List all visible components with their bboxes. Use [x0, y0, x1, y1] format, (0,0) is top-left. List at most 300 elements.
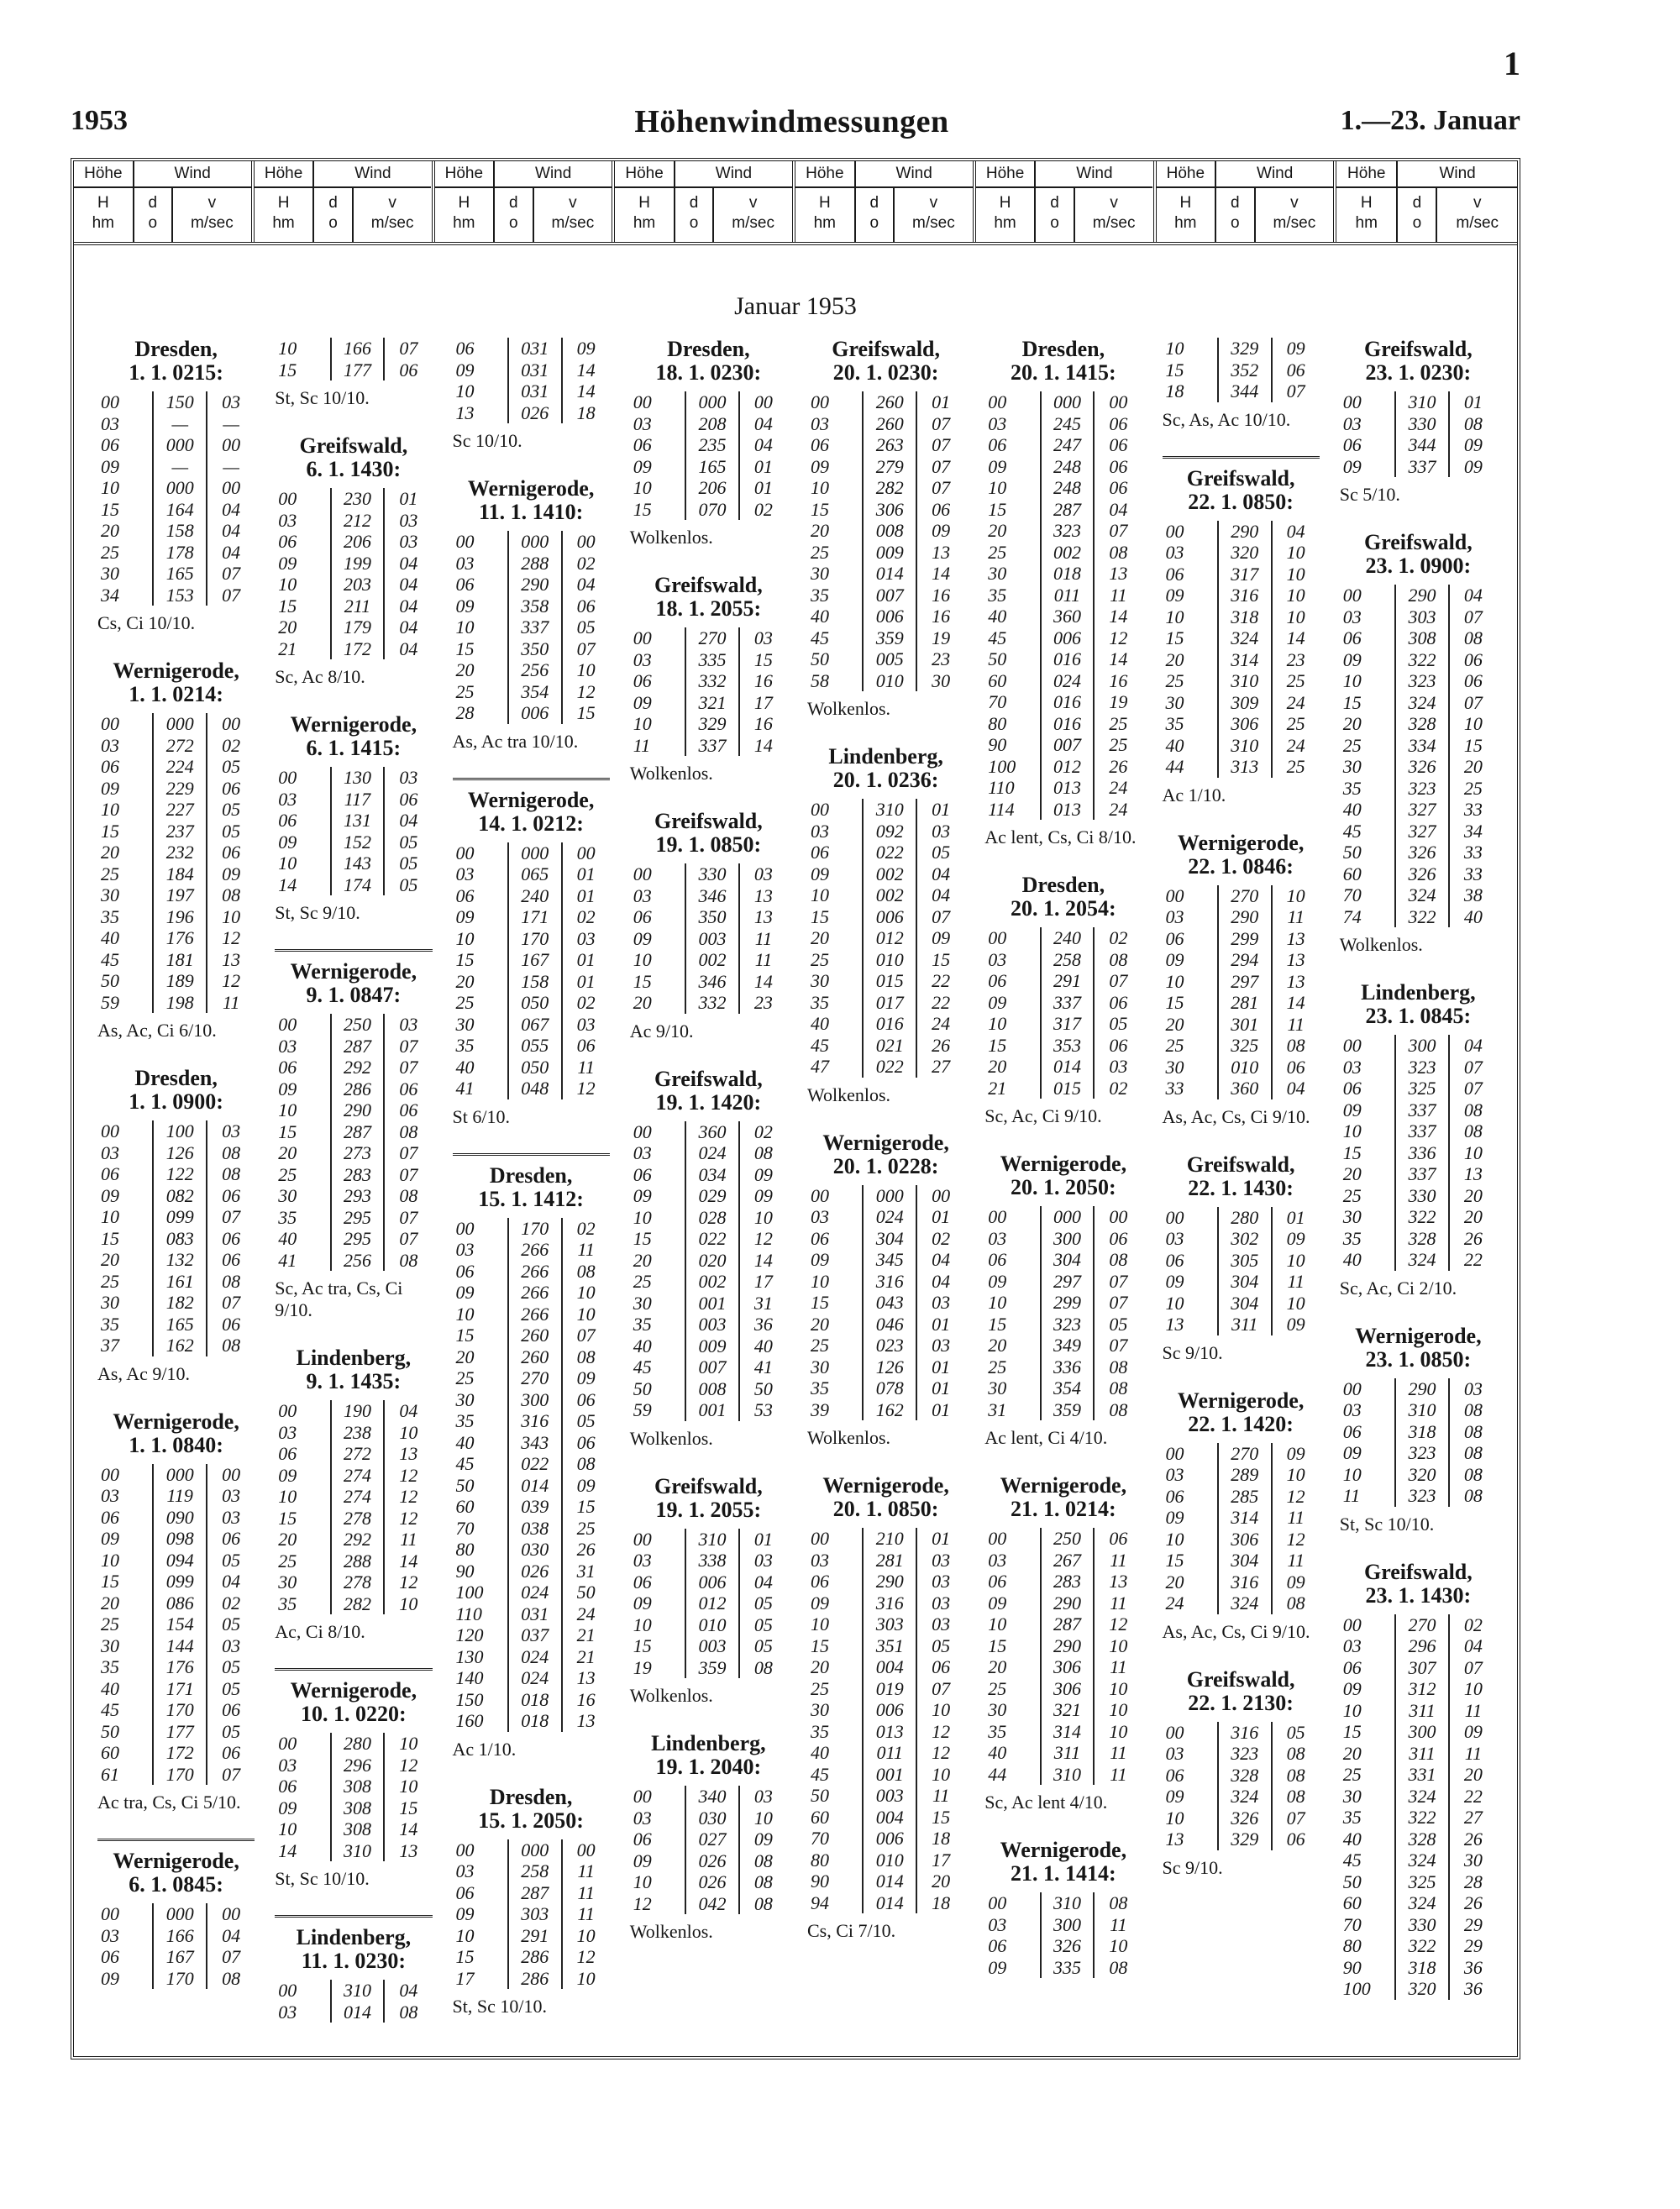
direction-deg: 325: [1396, 1871, 1450, 1893]
height-hm: 30: [453, 1014, 509, 1036]
table-row: [453, 1218, 610, 1240]
table-row: [630, 1529, 787, 1550]
speed-msec: 04: [753, 1571, 773, 1592]
speed-msec: 04: [222, 1924, 241, 1946]
speed-msec: 01: [1286, 1206, 1305, 1228]
direction-deg: 283: [1042, 1571, 1095, 1592]
station-date: 22. 1. 1420:: [1188, 1411, 1294, 1436]
table-row: [630, 499, 787, 521]
header-unit-text: d: [509, 194, 518, 212]
height-hm: 09: [275, 832, 331, 853]
height-hm: 28: [453, 702, 509, 724]
height-hm: 59: [97, 992, 154, 1014]
height-hm: 90: [807, 1871, 864, 1892]
header-unit-text: o: [509, 214, 518, 232]
table-row: [453, 659, 610, 681]
direction-deg: 307: [1396, 1657, 1450, 1679]
speed-msec: 02: [576, 906, 596, 927]
direction-deg: 016: [864, 1013, 917, 1035]
direction-deg: 029: [686, 1185, 740, 1207]
direction-deg: 282: [332, 1593, 386, 1615]
speed-msec: 07: [576, 638, 596, 659]
speed-msec: 29: [1463, 1935, 1483, 1956]
direction-deg: 004: [864, 1807, 917, 1829]
height-hm: 25: [984, 1678, 1041, 1700]
speed-msec: 03: [753, 1786, 773, 1807]
speed-msec: 07: [1463, 1078, 1483, 1099]
direction-deg: 358: [509, 596, 563, 617]
height-hm: 34: [97, 585, 154, 606]
speed-msec: 08: [222, 1163, 241, 1184]
table-row: [453, 842, 610, 864]
table-row: [984, 648, 1142, 670]
speed-msec: 20: [1463, 1184, 1483, 1206]
station-block: [275, 1346, 432, 1643]
speed-msec: 07: [399, 1057, 418, 1078]
height-hm: 31: [984, 1399, 1041, 1421]
table-row: [984, 563, 1142, 585]
table-row: [453, 1453, 610, 1475]
table-row: [97, 1335, 255, 1356]
speed-msec: 18: [932, 1828, 951, 1849]
direction-deg: 322: [1396, 649, 1450, 671]
height-hm: 25: [97, 863, 154, 885]
height-hm: 15: [630, 499, 686, 521]
direction-deg: 024: [1042, 670, 1095, 692]
station-name: Wernigerode,: [467, 476, 595, 501]
table-row: [984, 1206, 1142, 1228]
table-row: [984, 927, 1142, 949]
table-row: [984, 691, 1142, 713]
header-unit-text: hm: [813, 214, 837, 232]
direction-deg: 014: [509, 1475, 563, 1497]
height-hm: 00: [984, 927, 1041, 949]
speed-msec: 27: [932, 1056, 951, 1077]
table-row: [1340, 1120, 1497, 1142]
speed-msec: 11: [1110, 1742, 1127, 1763]
height-hm: 10: [984, 477, 1041, 499]
table-row: [807, 863, 964, 885]
direction-deg: 350: [509, 638, 563, 660]
direction-deg: 153: [154, 585, 207, 606]
height-hm: 15: [807, 499, 864, 521]
speed-msec: 08: [399, 2001, 418, 2023]
direction-deg: 281: [864, 1550, 917, 1571]
height-hm: 06: [630, 1571, 686, 1593]
header-unit-text: o: [1231, 214, 1240, 232]
direction-deg: 122: [154, 1163, 207, 1185]
table-row: [97, 1464, 255, 1486]
direction-deg: 303: [864, 1613, 917, 1635]
height-hm: 20: [984, 1056, 1041, 1078]
table-row: [1340, 1850, 1497, 1871]
cloud-note: Ac, Ci 8/10.: [275, 1621, 365, 1642]
station-name: Wernigerode,: [1177, 1388, 1305, 1413]
height-hm: 10: [807, 1271, 864, 1293]
direction-deg: 002: [686, 1271, 740, 1293]
direction-deg: 316: [509, 1410, 563, 1432]
direction-deg: 285: [1219, 1486, 1273, 1508]
direction-deg: 314: [1042, 1721, 1095, 1743]
height-hm: 50: [97, 1721, 154, 1743]
height-hm: 06: [807, 1228, 864, 1250]
table-row: [275, 874, 432, 896]
table-row: [453, 1646, 610, 1668]
speed-msec: 20: [1463, 1764, 1483, 1785]
speed-msec: 10: [1286, 1249, 1305, 1271]
height-hm: 15: [1163, 1550, 1219, 1571]
direction-deg: 301: [1219, 1014, 1273, 1036]
table-row: [1163, 1765, 1320, 1787]
speed-msec: 07: [1109, 1292, 1128, 1313]
table-row: [453, 1475, 610, 1497]
header-hoehe: Höhe: [976, 161, 1037, 188]
direction-deg: 304: [864, 1228, 917, 1250]
station-name: Greifswald,: [654, 1066, 763, 1091]
direction-deg: 322: [1396, 906, 1450, 928]
direction-deg: 310: [1396, 391, 1450, 413]
height-hm: 09: [1340, 1678, 1396, 1700]
direction-deg: 295: [332, 1228, 386, 1250]
height-hm: 00: [1163, 1443, 1219, 1465]
speed-msec: 11: [1110, 1549, 1127, 1571]
table-row: [97, 1678, 255, 1700]
direction-deg: 196: [154, 906, 207, 928]
speed-msec: 08: [222, 1141, 241, 1163]
table-row: [807, 1314, 964, 1335]
speed-msec: 08: [1109, 1249, 1128, 1270]
cloud-note: Wolkenlos.: [807, 1427, 891, 1448]
table-row: [275, 1840, 432, 1862]
direction-deg: 280: [1219, 1207, 1273, 1229]
direction-deg: 000: [509, 531, 563, 553]
direction-deg: 260: [509, 1325, 563, 1346]
table-row: [807, 1892, 964, 1914]
speed-msec: 10: [753, 1807, 773, 1829]
table-row: [453, 359, 610, 381]
speed-msec: 11: [1110, 584, 1127, 606]
direction-deg: 164: [154, 499, 207, 521]
height-hm: 35: [984, 585, 1041, 606]
speed-msec: 11: [1110, 1763, 1127, 1785]
station-name: Dresden,: [1021, 873, 1105, 897]
height-hm: 00: [1163, 885, 1219, 907]
table-row: [1163, 1592, 1320, 1614]
speed-msec: 10: [1109, 1677, 1128, 1699]
table-row: [1340, 585, 1497, 606]
direction-deg: 010: [686, 1614, 740, 1636]
table-row: [630, 1271, 787, 1293]
station-block: [807, 338, 964, 720]
direction-deg: 009: [864, 542, 917, 564]
cloud-note: Wolkenlos.: [1339, 934, 1423, 955]
speed-msec: 11: [1464, 1742, 1483, 1764]
table-row: [97, 1903, 255, 1925]
table-row: [97, 1249, 255, 1271]
speed-msec: 12: [576, 680, 596, 702]
height-hm: 10: [275, 338, 331, 359]
speed-msec: 09: [1463, 434, 1483, 455]
direction-deg: 227: [154, 799, 207, 821]
direction-deg: 176: [154, 927, 207, 949]
direction-deg: 323: [1219, 1743, 1273, 1765]
table-row: [984, 542, 1142, 564]
speed-msec: 08: [576, 1346, 596, 1367]
speed-msec: 26: [1463, 1828, 1483, 1850]
height-hm: 03: [630, 413, 686, 435]
header-h-hm: [74, 188, 134, 242]
year-label: 1953: [71, 105, 128, 136]
direction-deg: 360: [1219, 1078, 1273, 1099]
direction-deg: 287: [332, 1121, 386, 1143]
table-row: [1340, 1378, 1497, 1400]
height-hm: 09: [807, 456, 864, 478]
direction-deg: 197: [154, 884, 207, 906]
table-row: [807, 563, 964, 585]
table-row: [807, 1635, 964, 1657]
table-row: [1340, 1206, 1497, 1228]
height-hm: 09: [1163, 1271, 1219, 1293]
station-name: Greifswald,: [299, 433, 408, 458]
height-hm: 06: [1163, 1486, 1219, 1508]
height-hm: 74: [1340, 906, 1396, 928]
table-row: [630, 1571, 787, 1593]
height-hm: 00: [807, 799, 864, 821]
table-row: [807, 1249, 964, 1271]
station-block: [453, 477, 610, 753]
speed-msec: 01: [399, 488, 418, 509]
speed-msec: 11: [577, 1860, 595, 1881]
direction-deg: 203: [332, 574, 386, 596]
table-row: [1340, 1657, 1497, 1679]
speed-msec: 12: [1109, 627, 1128, 648]
station-date: 21. 1. 1414:: [1011, 1861, 1116, 1886]
speed-msec: 11: [754, 927, 773, 949]
height-hm: 45: [97, 1699, 154, 1721]
direction-deg: 190: [332, 1400, 386, 1422]
speed-msec: 16: [753, 670, 773, 691]
speed-msec: 07: [1109, 520, 1128, 541]
speed-msec: 07: [932, 455, 951, 477]
table-row: [807, 413, 964, 435]
cloud-note: St 6/10.: [452, 1105, 510, 1127]
station-date: 23. 1. 0850:: [1365, 1346, 1472, 1372]
direction-deg: 018: [509, 1710, 563, 1732]
direction-deg: 158: [154, 520, 207, 542]
direction-deg: 324: [1396, 692, 1450, 714]
page-column: [799, 338, 976, 2048]
height-hm: 110: [453, 1603, 509, 1625]
table-row: [275, 1142, 432, 1164]
direction-deg: 248: [1042, 477, 1095, 499]
table-row: [1163, 928, 1320, 950]
height-hm: 09: [1340, 1099, 1396, 1121]
cloud-note: Ac 1/10.: [1162, 784, 1226, 805]
height-hm: 06: [97, 1507, 154, 1529]
height-hm: 40: [1340, 799, 1396, 821]
table-row: [984, 1335, 1142, 1356]
height-hm: 35: [453, 1035, 509, 1057]
direction-deg: 290: [1219, 521, 1273, 543]
height-hm: 03: [275, 1036, 331, 1057]
table-row: [275, 832, 432, 853]
height-hm: 06: [630, 1829, 686, 1850]
direction-deg: 177: [154, 1721, 207, 1743]
station-name: Greifswald,: [654, 809, 763, 833]
height-hm: 80: [453, 1539, 509, 1561]
table-row: [630, 670, 787, 692]
table-row: [97, 992, 255, 1014]
table-row: [275, 1755, 432, 1776]
height-hm: 15: [1340, 692, 1396, 714]
header-v-msec: [1437, 188, 1516, 242]
height-hm: 15: [984, 1035, 1041, 1057]
direction-deg: 167: [154, 1946, 207, 1968]
height-hm: 09: [630, 928, 686, 950]
direction-deg: 022: [686, 1228, 740, 1250]
height-hm: 11: [630, 735, 686, 757]
speed-msec: 06: [222, 1249, 241, 1270]
direction-deg: 000: [1042, 1206, 1095, 1228]
table-row: [453, 1432, 610, 1454]
table-row: [97, 1314, 255, 1335]
height-hm: 15: [807, 1292, 864, 1314]
table-row: [97, 1185, 255, 1207]
station-date: 10. 1. 0220:: [301, 1702, 407, 1726]
direction-deg: 311: [1396, 1700, 1450, 1722]
height-hm: 15: [97, 499, 154, 521]
direction-deg: 210: [864, 1528, 917, 1550]
direction-deg: 338: [686, 1550, 740, 1571]
direction-deg: 015: [1042, 1078, 1095, 1099]
direction-deg: 310: [1042, 1892, 1095, 1914]
table-row: [807, 906, 964, 928]
direction-deg: 006: [864, 906, 917, 928]
table-row: [630, 1808, 787, 1829]
direction-deg: 322: [1396, 1935, 1450, 1957]
direction-deg: 026: [509, 1561, 563, 1582]
height-hm: 25: [453, 992, 509, 1014]
speed-msec: 04: [1463, 1035, 1483, 1056]
speed-msec: 03: [399, 509, 418, 531]
station-date: 6. 1. 1430:: [306, 457, 402, 481]
header-unit-text: H: [458, 194, 470, 212]
table-row: [453, 596, 610, 617]
height-hm: 10: [1340, 670, 1396, 692]
table-row: [807, 520, 964, 542]
station-date: 23. 1. 0845:: [1365, 1004, 1472, 1028]
direction-deg: 359: [1042, 1399, 1095, 1421]
direction-deg: 002: [686, 949, 740, 971]
table-row: [807, 477, 964, 499]
station-block: [984, 1474, 1142, 1813]
speed-msec: 25: [1463, 777, 1483, 799]
table-row: [1163, 1228, 1320, 1250]
direction-deg: 003: [686, 928, 740, 950]
height-hm: 09: [453, 1903, 509, 1925]
station-name: Wernigerode,: [822, 1130, 949, 1155]
speed-msec: 08: [1286, 1035, 1305, 1056]
direction-deg: 198: [154, 992, 207, 1014]
direction-deg: 326: [1396, 842, 1450, 863]
cloud-note: St, Sc 9/10.: [275, 902, 360, 923]
direction-deg: 023: [864, 1335, 917, 1356]
height-hm: 09: [97, 1185, 154, 1207]
direction-deg: 012: [686, 1592, 740, 1614]
speed-msec: 11: [1287, 1507, 1305, 1528]
speed-msec: 31: [753, 1292, 773, 1314]
direction-deg: 008: [686, 1378, 740, 1400]
station-block: [453, 1153, 610, 1760]
direction-deg: 028: [686, 1207, 740, 1229]
direction-deg: 320: [1396, 1978, 1450, 2000]
speed-msec: 13: [1286, 949, 1305, 970]
table-row: [97, 413, 255, 435]
table-row: [807, 1571, 964, 1592]
table-row: [1163, 885, 1320, 907]
direction-deg: 327: [1396, 821, 1450, 842]
speed-msec: 06: [1286, 1829, 1305, 1850]
direction-deg: 324: [1396, 884, 1450, 906]
table-row: [984, 1957, 1142, 1979]
height-hm: 03: [275, 2002, 331, 2023]
direction-deg: 260: [864, 413, 917, 435]
speed-msec: 06: [222, 1699, 241, 1720]
direction-deg: 099: [154, 1571, 207, 1592]
height-hm: 03: [97, 1485, 154, 1507]
table-row: [453, 863, 610, 885]
table-row: [1163, 1743, 1320, 1765]
speed-msec: 10: [1463, 1678, 1483, 1699]
speed-msec: 04: [222, 1571, 241, 1592]
table-row: [453, 1860, 610, 1882]
height-hm: 25: [453, 681, 509, 703]
height-hm: 40: [807, 1742, 864, 1764]
table-row: [807, 884, 964, 906]
direction-deg: 300: [509, 1389, 563, 1411]
direction-deg: 007: [686, 1356, 740, 1378]
header-unit-text: H: [1360, 194, 1373, 212]
table-row: [807, 1850, 964, 1871]
speed-msec: 13: [1463, 1163, 1483, 1184]
speed-msec: 04: [399, 1400, 418, 1421]
height-hm: 20: [630, 992, 686, 1014]
speed-msec: 07: [1109, 970, 1128, 991]
height-hm: 45: [984, 627, 1041, 649]
direction-deg: 006: [864, 1699, 917, 1721]
station-date: 11. 1. 1410:: [479, 500, 584, 524]
table-row: [630, 692, 787, 714]
header-unit-text: d: [328, 194, 338, 212]
height-hm: 19: [630, 1657, 686, 1679]
height-hm: 15: [1163, 359, 1219, 381]
direction-deg: 021: [864, 1035, 917, 1057]
table-row: [275, 1797, 432, 1819]
table-row: [97, 1507, 255, 1529]
cloud-note: Wolkenlos.: [629, 527, 713, 548]
height-hm: 40: [984, 1742, 1041, 1764]
table-row: [807, 842, 964, 863]
height-hm: 10: [97, 1550, 154, 1571]
direction-deg: 328: [1396, 713, 1450, 735]
height-hm: 20: [1340, 713, 1396, 735]
speed-msec: 05: [222, 1549, 241, 1571]
station-date: 11. 1. 0230:: [301, 1949, 406, 1973]
direction-deg: 330: [1396, 413, 1450, 435]
height-hm: 20: [275, 1529, 331, 1550]
speed-msec: 00: [1109, 1206, 1128, 1227]
height-hm: 33: [1163, 1078, 1219, 1099]
